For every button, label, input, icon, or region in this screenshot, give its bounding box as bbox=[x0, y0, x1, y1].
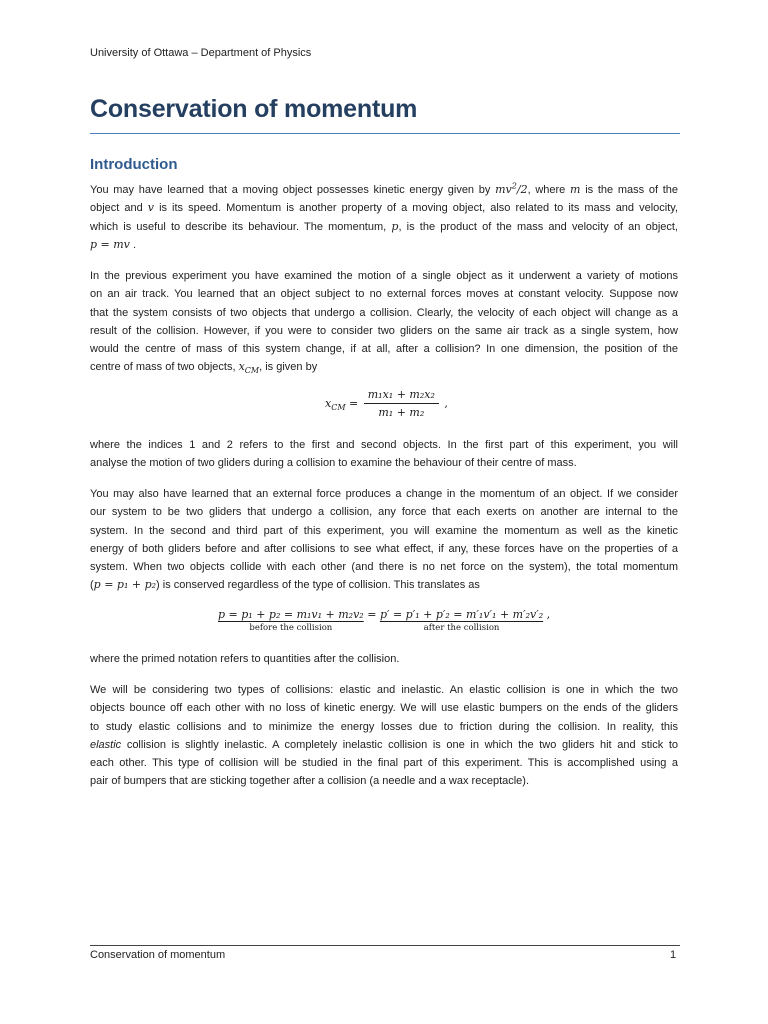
paragraph-line: centre of mass of two objects, $x_{CM}$, is given by bbox=[90, 360, 318, 376]
equation-after-expression: p′ = p′₁ + p′₂ = m′₁v′₁ + m′₂v′₂ bbox=[379, 608, 544, 621]
section-heading-introduction: Introduction bbox=[90, 156, 178, 173]
paragraph-indices bbox=[90, 436, 678, 473]
page-header: University of Ottawa – Department of Physics bbox=[90, 47, 312, 59]
paragraph-external-force bbox=[90, 485, 678, 595]
paragraph-line: objects bounce off each other with no loss of kinetic energy. We will use elastic bumpers on the ends of the gliders bbox=[90, 702, 678, 715]
equation-centre-of-mass: $x_{CM}$ = $\frac{\text{m₁x₁ + m₂x₂}}{\text{m₁ + m₂}}$ , bbox=[325, 388, 448, 419]
fraction-numerator: m₁x₁ + m₂x₂ bbox=[364, 388, 439, 404]
paragraph-line: system. In the second and third part of this experiment, you will examine the momentum as well as the kinetic bbox=[90, 524, 678, 537]
math-inline: $mv^2/2$ bbox=[495, 181, 528, 196]
footer-divider bbox=[90, 945, 680, 946]
math-inline: p = mv bbox=[90, 237, 130, 251]
math-inline: $x_{CM}$ bbox=[238, 360, 260, 376]
math-inline: p = p₁ + p₂ bbox=[93, 578, 157, 592]
paragraph-collision-types bbox=[90, 681, 678, 791]
paragraph-line: (p = p₁ + p₂) is conserved regardless of the type of collision. This translates as bbox=[90, 578, 480, 592]
paragraph-line: to study elastic collisions and to minimize the energy losses due to friction during the collision. In reality, this bbox=[90, 720, 678, 733]
equation-before-expression: p = p₁ + p₂ = m₁v₁ + m₂v₂ bbox=[218, 608, 364, 621]
paragraph-line: object and v is its speed. Momentum is another property of a moving object, also related to its mass and velocity, bbox=[90, 201, 679, 215]
footer-title: Conservation of momentum bbox=[90, 949, 226, 961]
paragraph-line: In the previous experiment you have examined the motion of a single object as it underwent a variety of motions bbox=[90, 270, 678, 282]
math-inline: p bbox=[391, 219, 399, 233]
fraction-denominator: m₁ + m₂ bbox=[378, 406, 425, 419]
math-inline: v bbox=[147, 201, 155, 215]
paragraph-line: would the centre of mass of this system change, if at all, after a collision? In one dimension, the position of the bbox=[90, 343, 678, 356]
paragraph-line: that the system consists of two objects that undergo a collision. Clearly, the velocity of each object will change as a bbox=[90, 306, 678, 319]
paragraph-centre-of-mass bbox=[90, 267, 678, 377]
paragraph-primed-notation bbox=[90, 650, 678, 668]
emphasis-elastic: elastic bbox=[90, 738, 122, 751]
title-divider bbox=[90, 133, 680, 134]
paragraph-line: which is useful to describe its behaviour. The momentum, p, is the product of the mass and velocity of an object, bbox=[90, 219, 678, 233]
paragraph-line: You may also have learned that an external force produces a change in the momentum of an object. If we consider bbox=[90, 488, 678, 500]
paragraph-line: result of the collision. However, if you were to consider two gliders on the same air track as a single system, how bbox=[90, 324, 678, 337]
paragraph-line: p = mv . bbox=[90, 237, 137, 251]
paragraph-kinetic-energy bbox=[90, 181, 678, 254]
equation-before-group bbox=[218, 608, 364, 633]
equation-momentum-conservation: p = p₁ + p₂ = m₁v₁ + m₂v₂ before the collision = p′ = p′₁ + p′₂ = m′₁v′₁ + m′₂v′₂ after the collision , bbox=[218, 608, 551, 633]
paragraph-line: analyse the motion of two gliders during a collision to examine the behaviour of their centre of mass. bbox=[90, 457, 577, 470]
paragraph-line: pair of bumpers that are sticking together after a collision (a needle and a wax receptacle). bbox=[90, 775, 530, 788]
paragraph-line: each other. This type of collision will be studied in the final part of this experiment. This is accomplished using a bbox=[90, 757, 678, 770]
equation-after-group bbox=[380, 608, 543, 633]
equation-after-label: after the collision bbox=[423, 623, 500, 633]
paragraph-line: elastic collision is slightly inelastic. A completely inelastic collision is one in which the two gliders hit and stick to bbox=[90, 738, 678, 751]
paragraph-line: You may have learned that a moving object possesses kinetic energy given by $mv^2/2$, where m is the mass of the bbox=[90, 181, 679, 196]
document-title: Conservation of momentum bbox=[90, 95, 418, 123]
equation-before-label: before the collision bbox=[249, 623, 333, 633]
paragraph-line: where the primed notation refers to quantities after the collision. bbox=[90, 653, 400, 665]
paragraph-line: on an air track. You learned that an object subject to no external forces moves at constant velocity. Suppose now bbox=[90, 288, 678, 301]
equation-fraction bbox=[364, 388, 439, 419]
paragraph-line: We will be considering two types of collisions: elastic and inelastic. An elastic collision is one in which the two bbox=[90, 684, 678, 696]
paragraph-line: energy of both gliders before and after collisions to see what effect, if any, these forces have on the properties of a bbox=[90, 542, 678, 555]
math-inline: m bbox=[570, 183, 581, 196]
paragraph-line: our system to be two gliders that undergo a collision, any force that each exerts on another are internal to the bbox=[90, 506, 678, 519]
paragraph-line: system. When two objects collide with each other (and there is no net force on the system), the total momentum bbox=[90, 561, 678, 574]
paragraph-line: where the indices 1 and 2 refers to the first and second objects. In the first part of this experiment, you will bbox=[90, 439, 678, 451]
page-number: 1 bbox=[670, 949, 677, 961]
